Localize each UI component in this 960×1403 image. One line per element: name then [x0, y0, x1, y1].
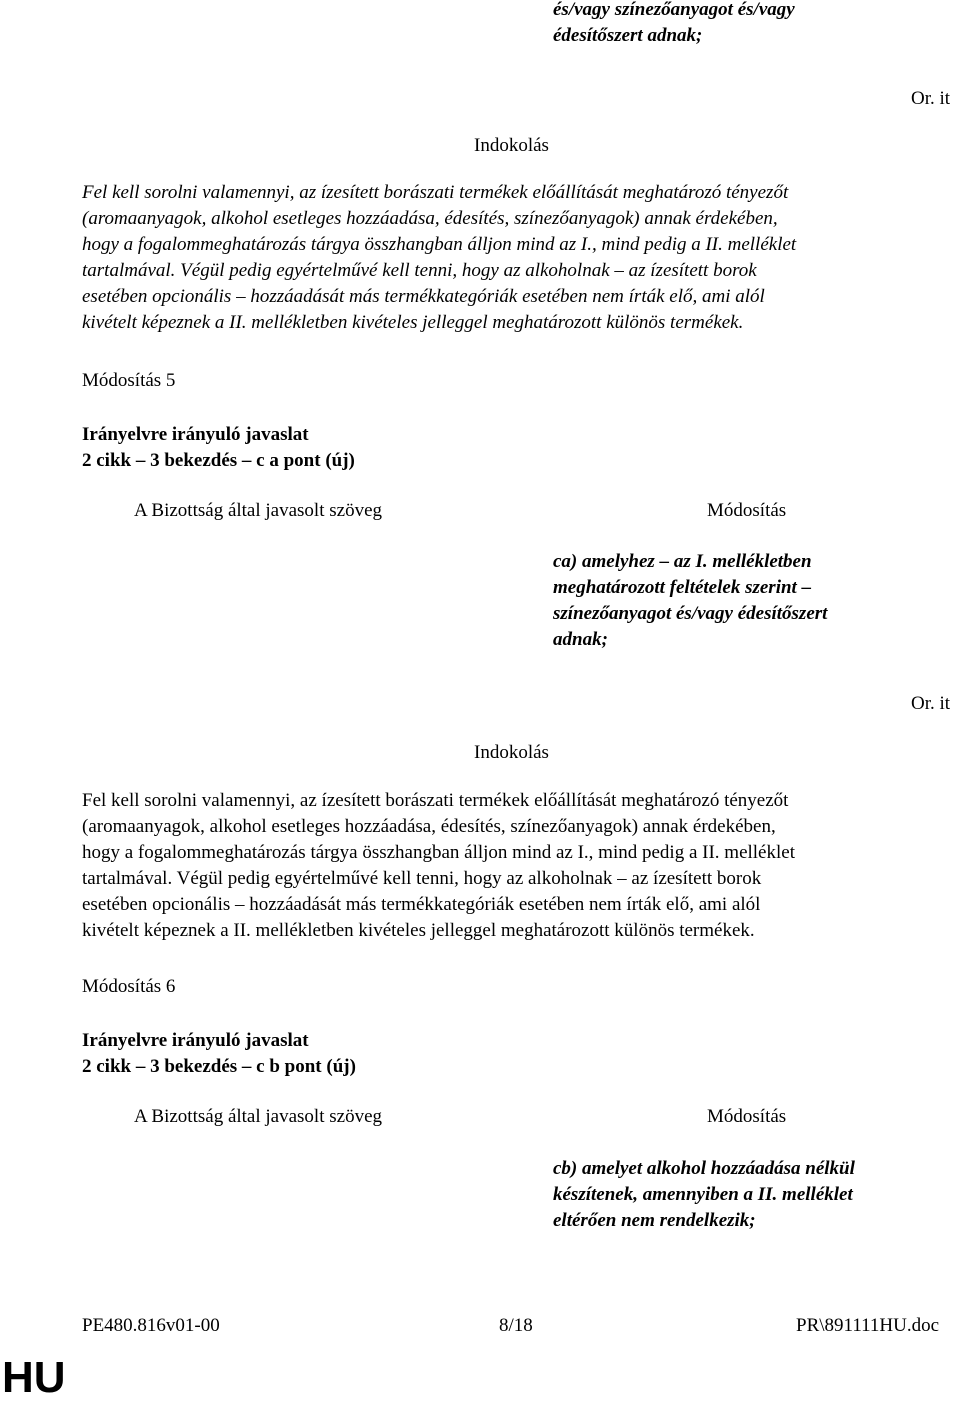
- original-language: Or. it: [911, 88, 951, 109]
- column-heading-amendment: Módosítás: [707, 1106, 787, 1127]
- amendment-text-continued: [553, 0, 795, 49]
- proposal-reference: [82, 422, 355, 474]
- text-line: tartalmával. Végül pedig egyértelművé kell tenni, hogy az alkoholnak – az ízesített borok: [82, 868, 762, 889]
- amendment-text: [553, 549, 827, 653]
- footer-doc-reference: PE480.816v01-00: [82, 1315, 220, 1336]
- justification-paragraph: [82, 180, 960, 336]
- text-line: esetében opcionális – hozzáadását más termékkategóriák esetében nem írták elő, ami alól: [82, 286, 765, 307]
- footer-page-number: 8/18: [499, 1315, 533, 1336]
- column-heading-commission: A Bizottság által javasolt szöveg: [134, 1106, 383, 1127]
- original-language: Or. it: [911, 693, 951, 714]
- amendment-number: Módosítás 5: [82, 370, 176, 391]
- text-line: kivételt képeznek a II. mellékletben kivételes jelleggel meghatározott különös termékek.: [82, 920, 755, 941]
- justification-heading: Indokolás: [474, 135, 549, 156]
- text-line: esetében opcionális – hozzáadását más termékkategóriák esetében nem írták elő, ami alól: [82, 894, 761, 915]
- article-reference: 2 cikk – 3 bekezdés – c a pont (új): [82, 450, 355, 471]
- text-line: hogy a fogalommeghatározás tárgya összhangban álljon mind az I., mind pedig a II. melléklet: [82, 842, 795, 863]
- text-line: hogy a fogalommeghatározás tárgya összhangban álljon mind az I., mind pedig a II. melléklet: [82, 234, 797, 255]
- footer-file-name: PR\891111HU.doc: [796, 1315, 940, 1336]
- text-line: (aromaanyagok, alkohol esetleges hozzáadása, édesítés, színezőanyagok) annak érdekében,: [82, 816, 776, 837]
- article-reference: 2 cikk – 3 bekezdés – c b pont (új): [82, 1056, 356, 1077]
- text-line: készítenek, amennyiben a II. melléklet: [553, 1184, 853, 1205]
- proposal-reference: [82, 1028, 356, 1080]
- proposal-title: Irányelvre irányuló javaslat: [82, 1030, 309, 1051]
- text-line: adnak;: [553, 629, 608, 650]
- text-line: Fel kell sorolni valamennyi, az ízesített borászati termékek előállítását meghatározó tényezőt: [82, 790, 789, 811]
- text-line: (aromaanyagok, alkohol esetleges hozzáadása, édesítés, színezőanyagok) annak érdekében,: [82, 208, 778, 229]
- justification-heading: Indokolás: [474, 742, 549, 763]
- text-line: ca) amelyhez – az I. mellékletben: [553, 551, 812, 572]
- text-line: cb) amelyet alkohol hozzáadása nélkül: [553, 1158, 855, 1179]
- proposal-title: Irányelvre irányuló javaslat: [82, 424, 309, 445]
- text-line: meghatározott feltételek szerint –: [553, 577, 812, 598]
- amendment-text: [553, 1156, 855, 1234]
- text-line: kivételt képeznek a II. mellékletben kivételes jelleggel meghatározott különös termékek.: [82, 312, 744, 333]
- text-line: és/vagy színezőanyagot és/vagy: [553, 0, 795, 20]
- justification-paragraph: [82, 788, 960, 944]
- text-line: édesítőszert adnak;: [553, 25, 703, 46]
- text-line: színezőanyagot és/vagy édesítőszert: [553, 603, 828, 624]
- column-heading-amendment: Módosítás: [707, 500, 787, 521]
- text-line: Fel kell sorolni valamennyi, az ízesített borászati termékek előállítását meghatározó tényezőt: [82, 182, 789, 203]
- amendment-number: Módosítás 6: [82, 976, 176, 997]
- text-line: tartalmával. Végül pedig egyértelművé kell tenni, hogy az alkoholnak – az ízesített borok: [82, 260, 757, 281]
- text-line: eltérően nem rendelkezik;: [553, 1210, 756, 1231]
- column-heading-commission: A Bizottság által javasolt szöveg: [134, 500, 383, 521]
- language-code: HU: [2, 1353, 66, 1402]
